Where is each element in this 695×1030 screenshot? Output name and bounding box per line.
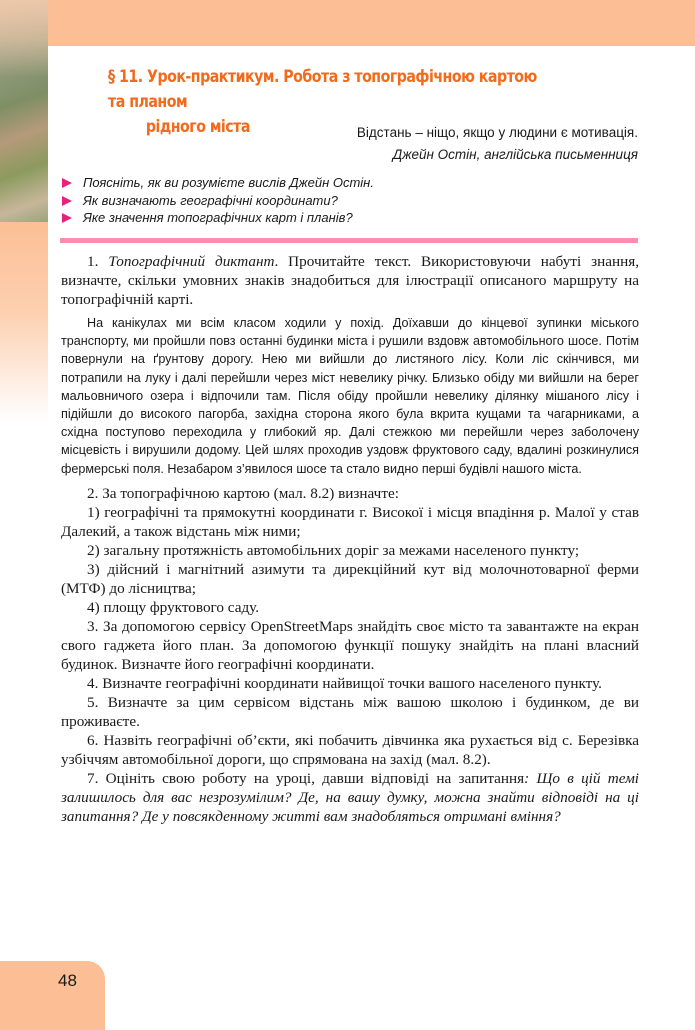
section-title-line1: § 11. Урок-практикум. Робота з топографічною картою та планом	[108, 67, 537, 111]
question-item: Як визначають географічні координати?	[60, 192, 374, 210]
task-2-item-2: 2) загальну протяжність автомобільних доріг за межами населеного пункту;	[87, 541, 580, 559]
section-title-line2: рідного міста	[145, 117, 250, 136]
task-2-item-1: 1) географічні та прямокутні координати г. Високої і місця впадіння р. Малої у став Далекий, а також відстань між ними;	[61, 503, 639, 540]
task-7: 7. Оцініть свою роботу на уроці, давши відповіді на запитання: Що в цій темі залишилось для вас незрозумілим? Де, на вашу думку, можна знайти відповіді на ці запитання? Де у повсякденному житті вам знадобляться отримані вміння?	[61, 769, 639, 825]
epigraph	[357, 122, 638, 166]
question-item: Поясніть, як ви розумієте вислів Джейн Остін.	[60, 174, 374, 192]
task-2: 2. За топографічною картою (мал. 8.2) визначте:	[87, 484, 399, 502]
epigraph-author: Джейн Остін, англійська письменниця	[392, 147, 638, 162]
tasks-content	[61, 252, 639, 826]
triangle-bullet-icon	[62, 196, 72, 206]
task-2-item-3: 3) дійсний і магнітний азимути та дирекційний кут від молочнотоварної ферми (МТФ) до лісництва;	[61, 560, 639, 597]
side-strip	[0, 222, 48, 422]
page-number: 48	[58, 971, 77, 990]
task-1: 1. Топографічний диктант. Прочитайте текст. Використовуючи набуті знання, визначте, скільки умовних знаків знадобиться для ілюстрації описаного маршруту на топографічній карті.	[61, 253, 639, 308]
header-band	[48, 0, 695, 46]
task-5: 5. Визначте за цим сервісом відстань між вашою школою і будинком, де ви проживаєте.	[61, 693, 639, 730]
task-6: 6. Назвіть географічні об’єкти, які побачить дівчинка яка рухається від с. Березівка узбіччям автомобільної дороги, що спрямована на захід (мал. 8.2).	[61, 731, 639, 768]
dictation-text: На канікулах ми всім класом ходили у похід. Доїхавши до кінцевої зупинки міського транспорту, ми пройшли повз останні будинки міста і рушили вздовж автомобільного шосе. Потім повернули на ґрунтову дорогу. Нею ми вийшли до листяного лісу. Коли ліс скінчився, ми потрапили на луку і далі перейшли через міст невелику річку. Близько обіду ми вийшли на берег мальовничого озера і відпочили там. Після обіду пройшли невелику ділянку мішаного лісу і підійшли до високого пагорба, західна сторона якого була вкрита кущами та чагарниками, а східна поступово переходила у глибокий яр. Далі стежкою ми перейшли через заболочену місцевість і вирушили додому. Цей шлях проходив уздовж фруктового саду, вдалині розкинулися фермерські поля. Незабаром з’явилося шосе та стало видно перші будівлі нашого міста.	[61, 316, 639, 476]
landscape-photo	[0, 0, 48, 222]
triangle-bullet-icon	[62, 213, 72, 223]
question-item: Яке значення топографічних карт і планів?	[60, 209, 374, 227]
task-4: 4. Визначте географічні координати найвищої точки вашого населеного пункту.	[87, 674, 602, 692]
task-2-item-4: 4) площу фруктового саду.	[87, 598, 260, 616]
intro-questions	[60, 174, 374, 227]
task-3: 3. За допомогою сервісу OpenStreetMaps знайдіть своє місто та завантажте на екран свого гаджета його план. За допомогою функції пошуку знайдіть на плані власний будинок. Визначте його географічні координати.	[61, 617, 639, 673]
page-number-tab	[0, 961, 105, 1030]
triangle-bullet-icon	[62, 178, 72, 188]
pink-divider	[60, 238, 638, 243]
epigraph-quote: Відстань – ніщо, якщо у людини є мотивація.	[356, 125, 638, 140]
task-1-title: Топографічний диктант	[108, 253, 275, 270]
